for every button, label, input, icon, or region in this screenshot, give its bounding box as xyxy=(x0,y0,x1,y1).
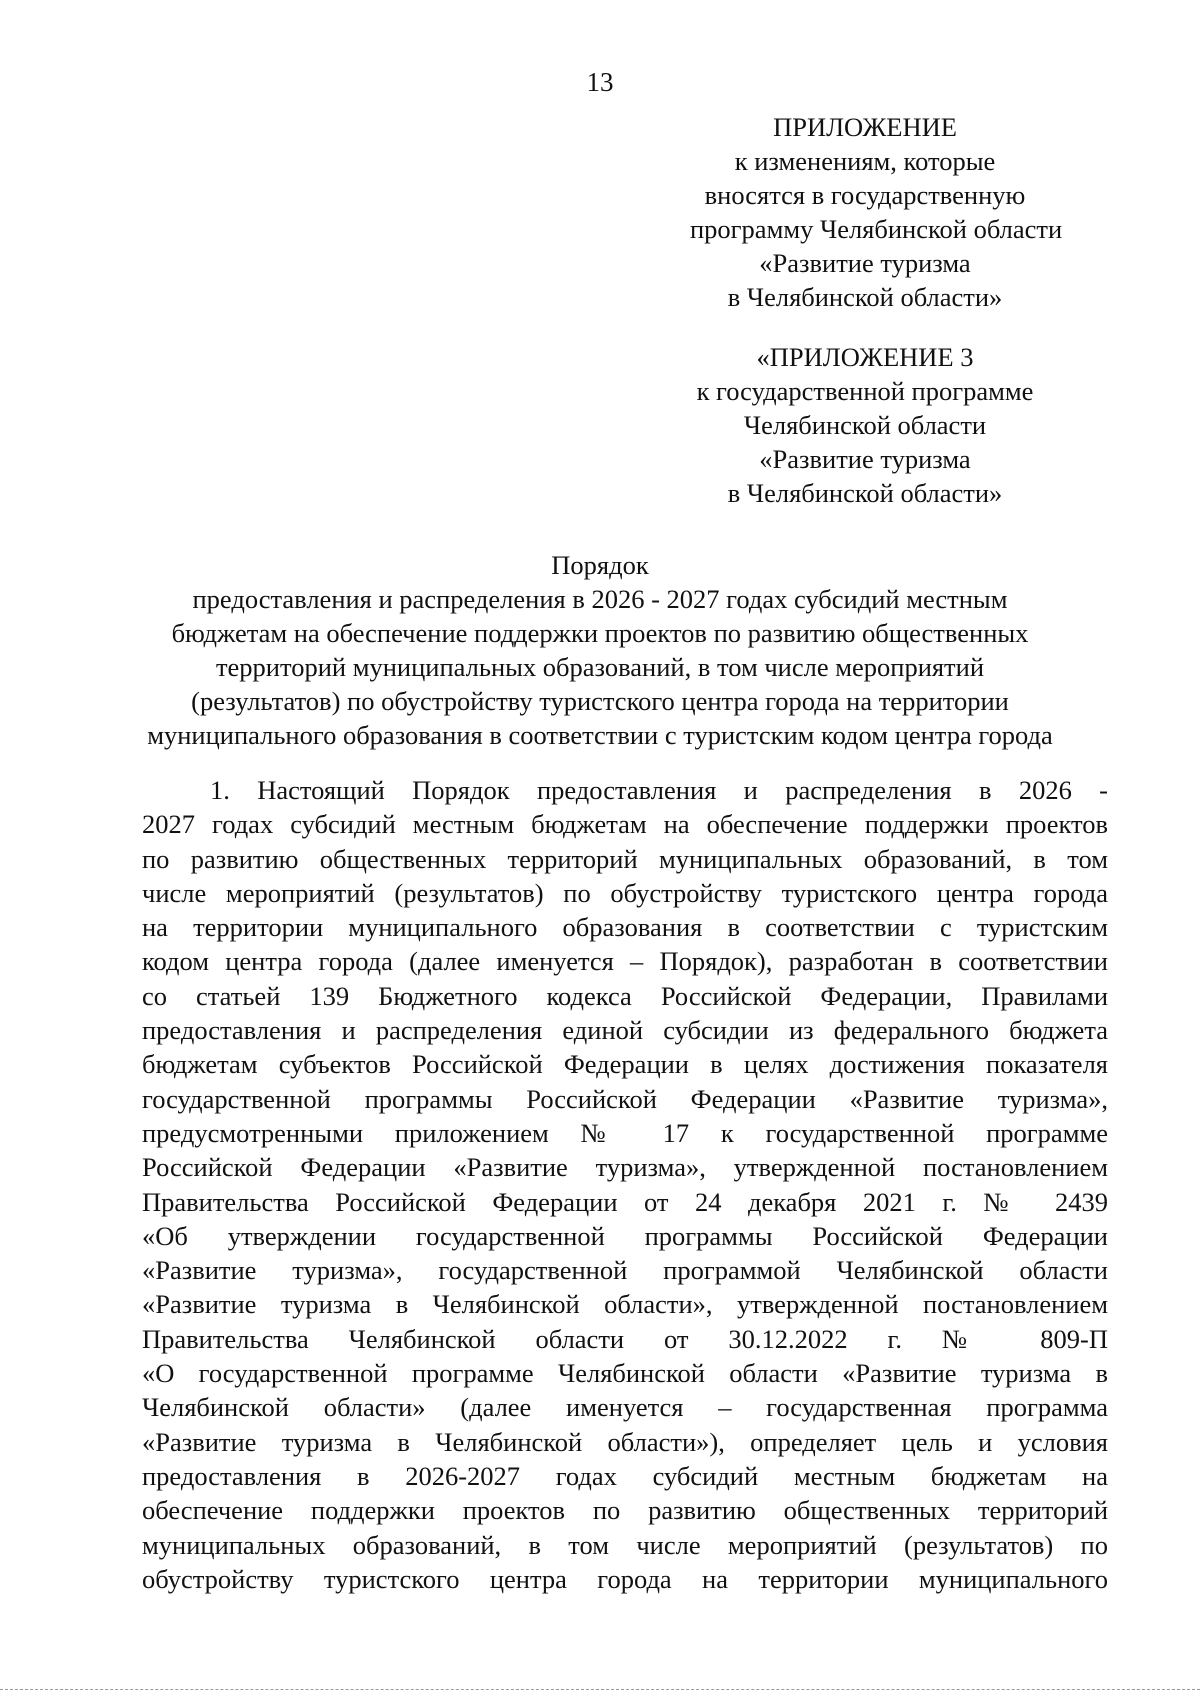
page-number: 13 xyxy=(586,67,614,97)
paragraph-line: 1. Настоящий Порядок предоставления и распределения в 2026 - xyxy=(210,775,1108,805)
appendix-header-line: программу Челябинской области xyxy=(690,214,1063,244)
appendix-3-header-line: к государственной программе xyxy=(696,376,1034,406)
document-title xyxy=(120,548,1080,752)
paragraph-line: «О государственной программе Челябинской области «Развитие туризма в xyxy=(142,1358,1108,1389)
paragraph-line: «Развитие туризма», государственной программой Челябинской области xyxy=(142,1255,1108,1286)
paragraph-line: «Об утверждении государственной программы Российской Федерации xyxy=(142,1220,1108,1251)
paragraph-line: со статьей 139 Бюджетного кодекса Российской Федерации, Правилами xyxy=(142,980,1108,1011)
title-heading: Порядок xyxy=(551,550,649,580)
appendix-header-line: вносятся в государственную xyxy=(704,180,1026,210)
paragraph-line: «Развитие туризма в Челябинской области»), определяет цель и условия xyxy=(142,1426,1108,1457)
paragraph-line: предусмотренными приложением № 17 к государственной программе xyxy=(142,1117,1108,1148)
paragraph-line: Правительства Челябинской области от 30.12.2022 г. № 809-П xyxy=(142,1323,1108,1354)
appendix-3-header-line: «ПРИЛОЖЕНИЕ 3 xyxy=(756,342,974,372)
title-line: предоставления и распределения в 2026 - 2027 годах субсидий местным xyxy=(192,584,1008,614)
paragraph-line: по развитию общественных территорий муниципальных образований, в том xyxy=(142,843,1108,874)
paragraph-line: «Развитие туризма в Челябинской области», утвержденной постановлением xyxy=(142,1289,1108,1320)
title-line: территорий муниципальных образований, в том числе мероприятий xyxy=(215,652,985,682)
paragraph-line: предоставления в 2026-2027 годах субсидий местным бюджетам на xyxy=(142,1460,1108,1491)
paragraph-line: обеспечение поддержки проектов по развитию общественных территорий xyxy=(142,1495,1108,1526)
paragraph-line: числе мероприятий (результатов) по обустройству туристского центра города xyxy=(142,877,1108,908)
page-bottom-divider xyxy=(0,1689,1200,1690)
paragraph-line: бюджетам субъектов Российской Федерации в целях достижения показателя xyxy=(142,1049,1108,1080)
appendix-header-line: в Челябинской области» xyxy=(727,282,1003,312)
title-line: (результатов) по обустройству туристского центра города на территории xyxy=(191,686,1009,716)
appendix-header-line: ПРИЛОЖЕНИЕ xyxy=(773,112,957,142)
appendix-header-line: к изменениям, которые xyxy=(734,146,996,176)
paragraph-line: Российской Федерации «Развитие туризма», утвержденной постановлением xyxy=(142,1152,1108,1183)
paragraph-line: кодом центра города (далее именуется – Порядок), разработан в соответствии xyxy=(142,946,1108,977)
title-line: муниципального образования в соответствии с туристским кодом центра города xyxy=(147,720,1053,750)
paragraph-line: обустройству туристского центра города на территории муниципального xyxy=(142,1563,1108,1594)
paragraph-line: Челябинской области» (далее именуется – государственная программа xyxy=(142,1392,1108,1423)
paragraph-line: предоставления и распределения единой субсидии из федерального бюджета xyxy=(142,1015,1108,1046)
appendix-header xyxy=(690,110,1063,314)
paragraph-line: 2027 годах субсидий местным бюджетам на обеспечение поддержки проектов xyxy=(142,809,1108,840)
appendix-3-header-line: «Развитие туризма xyxy=(759,444,971,474)
appendix-3-header-line: в Челябинской области» xyxy=(727,478,1003,508)
appendix-header-line: «Развитие туризма xyxy=(759,248,971,278)
title-line: бюджетам на обеспечение поддержки проектов по развитию общественных xyxy=(171,618,1029,648)
paragraph-1 xyxy=(142,773,1108,1596)
paragraph-line: государственной программы Российской Федерации «Развитие туризма», xyxy=(142,1083,1108,1114)
appendix-3-header xyxy=(690,340,1040,510)
appendix-3-header-line: Челябинской области xyxy=(743,410,987,440)
paragraph-line: на территории муниципального образования в соответствии с туристским xyxy=(142,912,1108,943)
paragraph-line: муниципальных образований, в том числе мероприятий (результатов) по xyxy=(142,1529,1108,1560)
paragraph-line: Правительства Российской Федерации от 24 декабря 2021 г. № 2439 xyxy=(142,1186,1108,1217)
